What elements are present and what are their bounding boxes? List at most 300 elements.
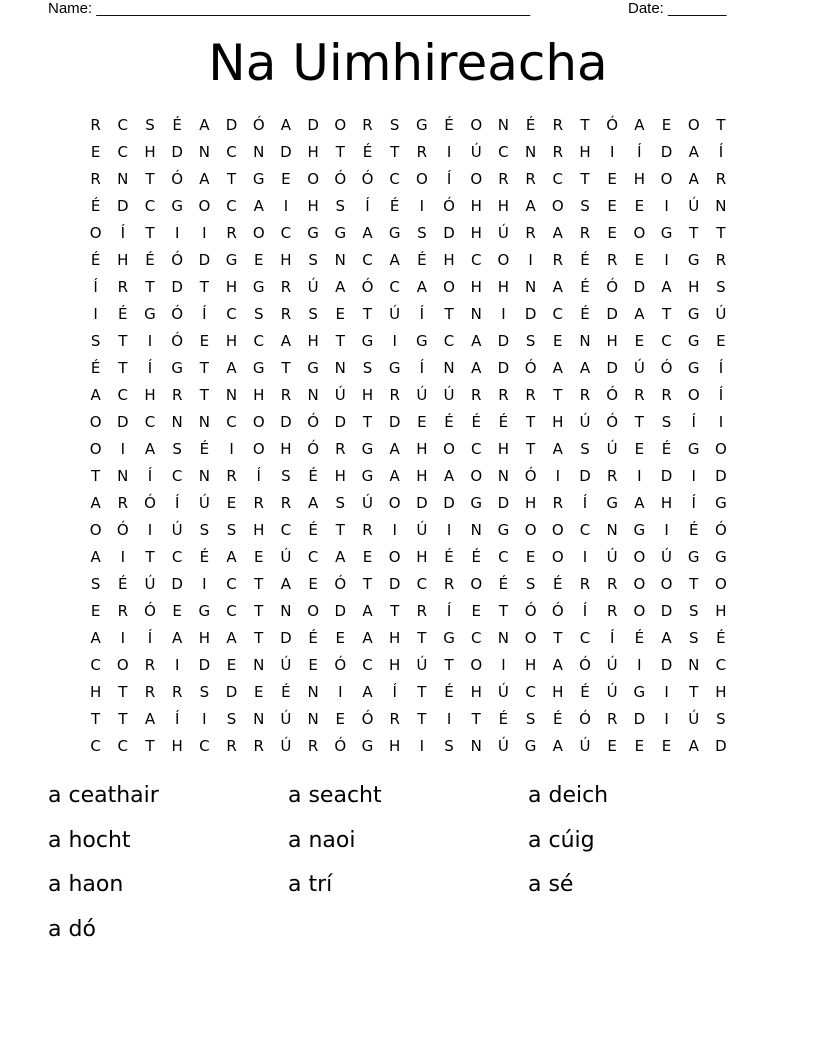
grid-letter[interactable]: O — [307, 170, 319, 188]
grid-letter[interactable]: D — [579, 467, 591, 485]
grid-letter[interactable]: Ú — [579, 737, 591, 755]
grid-letter[interactable]: T — [498, 602, 508, 620]
grid-letter[interactable]: É — [471, 548, 481, 566]
grid-letter[interactable]: Ó — [579, 710, 591, 728]
grid-letter[interactable]: H — [470, 224, 482, 242]
grid-letter[interactable]: R — [525, 170, 536, 188]
grid-letter[interactable]: S — [688, 602, 699, 620]
grid-letter[interactable]: É — [90, 359, 101, 377]
grid-letter[interactable]: T — [526, 413, 536, 431]
grid-letter[interactable]: S — [308, 305, 318, 323]
grid-letter[interactable]: Ú — [334, 386, 346, 404]
grid-letter[interactable]: É — [118, 305, 128, 323]
grid-letter[interactable]: S — [716, 278, 726, 296]
grid-letter[interactable]: Ú — [280, 737, 292, 755]
grid-letter[interactable]: Ú — [661, 548, 673, 566]
grid-letter[interactable]: R — [634, 386, 645, 404]
grid-letter[interactable]: É — [308, 629, 318, 647]
grid-letter[interactable]: Ó — [606, 386, 619, 404]
grid-letter[interactable]: R — [280, 305, 292, 323]
grid-letter[interactable]: H — [307, 332, 319, 350]
grid-letter[interactable]: O — [470, 170, 483, 188]
grid-letter[interactable]: O — [116, 656, 129, 674]
grid-letter[interactable]: Í — [691, 413, 696, 431]
grid-letter[interactable]: C — [498, 143, 509, 161]
grid-letter[interactable]: N — [497, 116, 510, 134]
grid-letter[interactable]: Ó — [171, 251, 184, 269]
grid-letter[interactable]: Í — [365, 197, 370, 215]
grid-letter[interactable]: T — [91, 467, 101, 485]
grid-letter[interactable]: C — [226, 143, 237, 161]
grid-letter[interactable]: O — [252, 224, 265, 242]
grid-letter[interactable]: R — [389, 386, 400, 404]
grid-letter[interactable]: H — [416, 548, 428, 566]
grid-letter[interactable]: O — [551, 197, 564, 215]
grid-letter[interactable]: R — [335, 440, 346, 458]
grid-letter[interactable]: G — [687, 332, 700, 350]
grid-letter[interactable]: A — [226, 548, 237, 566]
grid-letter[interactable]: Ú — [606, 440, 618, 458]
grid-letter[interactable]: C — [362, 251, 373, 269]
grid-letter[interactable]: R — [362, 521, 373, 539]
grid-letter[interactable]: H — [688, 278, 700, 296]
grid-letter[interactable]: N — [253, 710, 265, 728]
grid-letter[interactable]: I — [637, 656, 642, 674]
grid-letter[interactable]: C — [470, 629, 482, 647]
grid-letter[interactable]: T — [689, 575, 699, 593]
grid-letter[interactable]: D — [633, 278, 646, 296]
grid-letter[interactable]: A — [280, 116, 292, 134]
grid-letter[interactable]: A — [90, 386, 101, 404]
grid-letter[interactable]: A — [634, 305, 645, 323]
grid-letter[interactable]: R — [606, 710, 618, 728]
grid-letter[interactable]: Ú — [688, 710, 700, 728]
grid-letter[interactable]: I — [338, 683, 343, 701]
grid-letter[interactable]: Ó — [715, 521, 727, 539]
grid-letter[interactable]: S — [389, 116, 400, 134]
grid-letter[interactable]: É — [498, 413, 509, 431]
grid-letter[interactable]: D — [715, 467, 727, 485]
grid-letter[interactable]: C — [362, 656, 373, 674]
grid-letter[interactable]: T — [444, 656, 454, 674]
grid-letter[interactable]: A — [362, 602, 373, 620]
grid-letter[interactable]: T — [553, 629, 563, 647]
grid-letter[interactable]: A — [634, 116, 645, 134]
grid-letter[interactable]: É — [580, 683, 590, 701]
grid-letter[interactable]: T — [199, 386, 209, 404]
grid-letter[interactable]: O — [524, 629, 537, 647]
grid-letter[interactable]: C — [226, 197, 237, 215]
grid-letter[interactable]: O — [633, 602, 646, 620]
grid-letter[interactable]: N — [334, 359, 346, 377]
grid-letter[interactable]: I — [446, 143, 452, 161]
grid-letter[interactable]: O — [551, 548, 564, 566]
grid-letter[interactable]: Ó — [334, 737, 347, 755]
grid-letter[interactable]: G — [497, 521, 510, 539]
grid-letter[interactable]: S — [525, 710, 536, 728]
grid-letter[interactable]: G — [715, 548, 727, 566]
grid-letter[interactable]: I — [202, 575, 207, 593]
grid-letter[interactable]: R — [606, 602, 618, 620]
grid-letter[interactable]: H — [361, 386, 374, 404]
grid-letter[interactable]: A — [634, 494, 645, 512]
grid-letter[interactable]: E — [634, 197, 645, 215]
grid-letter[interactable]: E — [226, 494, 237, 512]
grid-letter[interactable]: D — [307, 116, 319, 134]
grid-letter[interactable]: N — [117, 170, 129, 188]
grid-letter[interactable]: Í — [392, 683, 397, 701]
grid-letter[interactable]: G — [660, 224, 673, 242]
grid-letter[interactable]: C — [171, 467, 183, 485]
grid-letter[interactable]: I — [147, 332, 153, 350]
grid-letter[interactable]: G — [715, 494, 727, 512]
grid-letter[interactable]: S — [90, 575, 101, 593]
grid-letter[interactable]: Í — [147, 629, 153, 647]
grid-letter[interactable]: H — [470, 197, 482, 215]
grid-letter[interactable]: N — [524, 278, 537, 296]
grid-letter[interactable]: Í — [718, 359, 724, 377]
grid-letter[interactable]: Ú — [606, 548, 618, 566]
grid-letter[interactable]: C — [280, 224, 292, 242]
grid-letter[interactable]: D — [280, 413, 292, 431]
grid-letter[interactable]: O — [198, 197, 211, 215]
grid-letter[interactable]: S — [145, 116, 155, 134]
grid-letter[interactable]: E — [634, 737, 645, 755]
grid-letter[interactable]: E — [362, 548, 373, 566]
grid-letter[interactable]: G — [171, 359, 183, 377]
grid-letter[interactable]: A — [389, 467, 400, 485]
grid-letter[interactable]: Ú — [579, 413, 591, 431]
grid-letter[interactable]: O — [660, 170, 673, 188]
grid-letter[interactable]: N — [253, 656, 265, 674]
grid-letter[interactable]: C — [579, 629, 591, 647]
grid-letter[interactable]: E — [308, 656, 318, 674]
grid-letter[interactable]: Ó — [361, 710, 374, 728]
grid-letter[interactable]: Ó — [334, 656, 347, 674]
grid-letter[interactable]: T — [91, 710, 101, 728]
grid-letter[interactable]: E — [253, 548, 264, 566]
grid-letter[interactable]: H — [89, 683, 102, 701]
grid-letter[interactable]: R — [498, 386, 509, 404]
grid-letter[interactable]: D — [660, 656, 673, 674]
grid-letter[interactable]: G — [633, 521, 646, 539]
grid-letter[interactable]: T — [580, 116, 590, 134]
grid-letter[interactable]: O — [89, 224, 102, 242]
grid-letter[interactable]: Ú — [307, 278, 319, 296]
grid-letter[interactable]: E — [553, 332, 563, 350]
grid-letter[interactable]: E — [253, 251, 264, 269]
grid-letter[interactable]: T — [390, 143, 400, 161]
grid-letter[interactable]: T — [281, 359, 291, 377]
grid-letter[interactable]: G — [388, 359, 401, 377]
grid-letter[interactable]: A — [253, 197, 264, 215]
grid-letter[interactable]: D — [715, 737, 727, 755]
grid-letter[interactable]: A — [552, 440, 563, 458]
grid-letter[interactable]: Ú — [470, 143, 482, 161]
grid-letter[interactable]: É — [308, 521, 318, 539]
grid-letter[interactable]: É — [90, 197, 101, 215]
grid-letter[interactable]: I — [120, 629, 125, 647]
grid-letter[interactable]: A — [552, 359, 563, 377]
grid-letter[interactable]: D — [416, 494, 428, 512]
grid-letter[interactable]: T — [362, 413, 373, 431]
grid-letter[interactable]: A — [688, 143, 699, 161]
grid-letter[interactable]: É — [444, 548, 454, 566]
grid-letter[interactable]: É — [525, 116, 536, 134]
grid-letter[interactable]: O — [470, 575, 483, 593]
grid-letter[interactable]: C — [226, 305, 237, 323]
grid-letter[interactable]: N — [715, 197, 727, 215]
grid-letter[interactable]: Ó — [361, 170, 374, 188]
grid-letter[interactable]: R — [525, 224, 536, 242]
grid-letter[interactable]: A — [389, 440, 400, 458]
grid-letter[interactable]: I — [283, 197, 289, 215]
grid-letter[interactable]: G — [361, 440, 374, 458]
grid-letter[interactable]: É — [553, 710, 563, 728]
grid-letter[interactable]: S — [199, 683, 210, 701]
grid-letter[interactable]: C — [144, 197, 156, 215]
grid-letter[interactable]: S — [580, 197, 590, 215]
grid-letter[interactable]: T — [335, 143, 345, 161]
grid-letter[interactable]: É — [199, 440, 210, 458]
grid-letter[interactable]: N — [280, 602, 292, 620]
grid-letter[interactable]: H — [253, 521, 265, 539]
grid-letter[interactable]: Í — [120, 224, 125, 242]
grid-letter[interactable]: E — [90, 602, 101, 620]
grid-letter[interactable]: A — [199, 116, 210, 134]
grid-letter[interactable]: O — [334, 116, 347, 134]
grid-letter[interactable]: G — [687, 251, 700, 269]
grid-letter[interactable]: A — [307, 494, 319, 512]
grid-letter[interactable]: E — [335, 710, 346, 728]
grid-letter[interactable]: Í — [93, 278, 98, 296]
grid-letter[interactable]: I — [93, 305, 98, 323]
grid-letter[interactable]: C — [226, 602, 237, 620]
grid-letter[interactable]: Ó — [660, 359, 673, 377]
grid-letter[interactable]: G — [606, 494, 618, 512]
grid-letter[interactable]: Ó — [171, 170, 184, 188]
grid-letter[interactable]: D — [334, 602, 347, 620]
grid-letter[interactable]: O — [715, 440, 727, 458]
grid-letter[interactable]: Í — [419, 305, 425, 323]
grid-letter[interactable]: O — [443, 440, 455, 458]
grid-letter[interactable]: I — [664, 710, 669, 728]
grid-letter[interactable]: N — [307, 710, 319, 728]
grid-letter[interactable]: I — [718, 413, 724, 431]
grid-letter[interactable]: G — [252, 359, 265, 377]
grid-letter[interactable]: D — [497, 332, 510, 350]
grid-letter[interactable]: Ú — [497, 683, 509, 701]
grid-letter[interactable]: A — [335, 278, 346, 296]
grid-letter[interactable]: R — [144, 683, 156, 701]
grid-letter[interactable]: Í — [256, 467, 261, 485]
grid-letter[interactable]: R — [171, 386, 183, 404]
grid-letter[interactable]: A — [661, 629, 672, 647]
grid-letter[interactable]: Ú — [416, 386, 428, 404]
grid-letter[interactable]: G — [144, 305, 156, 323]
grid-letter[interactable]: R — [226, 737, 237, 755]
grid-letter[interactable]: G — [252, 170, 265, 188]
grid-letter[interactable]: S — [335, 197, 346, 215]
grid-letter[interactable]: Ó — [361, 278, 374, 296]
grid-letter[interactable]: T — [145, 224, 155, 242]
grid-letter[interactable]: H — [416, 467, 428, 485]
grid-letter[interactable]: S — [253, 305, 264, 323]
grid-letter[interactable]: T — [199, 278, 209, 296]
grid-letter[interactable]: Ó — [334, 575, 347, 593]
grid-letter[interactable]: T — [145, 548, 155, 566]
grid-letter[interactable]: R — [416, 602, 428, 620]
grid-letter[interactable]: A — [335, 548, 346, 566]
grid-letter[interactable]: S — [525, 332, 536, 350]
grid-letter[interactable]: E — [199, 332, 210, 350]
grid-letter[interactable]: É — [281, 683, 291, 701]
grid-letter[interactable]: G — [198, 602, 211, 620]
grid-letter[interactable]: I — [202, 710, 207, 728]
grid-letter[interactable]: N — [225, 386, 238, 404]
grid-letter[interactable]: H — [280, 440, 292, 458]
grid-letter[interactable]: Ó — [524, 602, 537, 620]
grid-letter[interactable]: O — [633, 548, 646, 566]
grid-letter[interactable]: H — [633, 170, 645, 188]
grid-letter[interactable]: R — [525, 386, 536, 404]
grid-letter[interactable]: G — [361, 467, 374, 485]
grid-letter[interactable]: E — [335, 305, 346, 323]
grid-letter[interactable]: N — [307, 683, 319, 701]
grid-letter[interactable]: T — [118, 683, 128, 701]
grid-letter[interactable]: T — [716, 116, 726, 134]
grid-letter[interactable]: D — [524, 305, 537, 323]
grid-letter[interactable]: H — [660, 494, 673, 512]
grid-letter[interactable]: C — [226, 413, 237, 431]
grid-letter[interactable]: H — [389, 656, 401, 674]
grid-letter[interactable]: G — [524, 737, 537, 755]
grid-letter[interactable]: A — [552, 737, 563, 755]
grid-letter[interactable]: T — [145, 170, 155, 188]
grid-letter[interactable]: E — [226, 656, 237, 674]
grid-letter[interactable]: A — [688, 170, 699, 188]
grid-letter[interactable]: R — [226, 224, 237, 242]
grid-letter[interactable]: Í — [446, 602, 452, 620]
grid-letter[interactable]: H — [579, 143, 591, 161]
grid-letter[interactable]: O — [633, 575, 646, 593]
grid-letter[interactable]: C — [144, 413, 156, 431]
grid-letter[interactable]: G — [470, 494, 483, 512]
grid-letter[interactable]: R — [117, 278, 128, 296]
grid-letter[interactable]: I — [446, 521, 452, 539]
grid-letter[interactable]: A — [471, 332, 482, 350]
grid-letter[interactable]: C — [715, 656, 727, 674]
grid-letter[interactable]: E — [634, 440, 645, 458]
grid-letter[interactable]: O — [443, 278, 455, 296]
grid-letter[interactable]: N — [307, 386, 319, 404]
grid-letter[interactable]: D — [225, 116, 238, 134]
grid-letter[interactable]: Í — [202, 305, 207, 323]
grid-letter[interactable]: C — [90, 737, 101, 755]
grid-letter[interactable]: Ó — [606, 413, 619, 431]
grid-letter[interactable]: D — [171, 143, 183, 161]
grid-letter[interactable]: D — [388, 413, 401, 431]
grid-letter[interactable]: T — [335, 521, 345, 539]
grid-letter[interactable]: I — [392, 332, 397, 350]
grid-letter[interactable]: A — [226, 629, 237, 647]
grid-letter[interactable]: O — [89, 413, 102, 431]
grid-letter[interactable]: Ó — [307, 413, 319, 431]
grid-letter[interactable]: G — [633, 683, 646, 701]
grid-letter[interactable]: D — [117, 197, 129, 215]
grid-letter[interactable]: É — [716, 629, 726, 647]
grid-letter[interactable]: D — [171, 278, 183, 296]
grid-letter[interactable]: T — [362, 575, 373, 593]
grid-letter[interactable]: Ú — [198, 494, 210, 512]
grid-letter[interactable]: G — [687, 548, 700, 566]
grid-letter[interactable]: A — [90, 629, 101, 647]
grid-letter[interactable]: É — [199, 548, 210, 566]
grid-letter[interactable]: D — [117, 413, 129, 431]
grid-letter[interactable]: D — [198, 251, 211, 269]
grid-letter[interactable]: Í — [446, 170, 452, 188]
grid-letter[interactable]: I — [664, 197, 669, 215]
grid-letter[interactable]: A — [579, 359, 591, 377]
grid-letter[interactable]: T — [254, 602, 264, 620]
grid-letter[interactable]: A — [443, 467, 455, 485]
grid-letter[interactable]: R — [579, 386, 591, 404]
grid-letter[interactable]: É — [444, 413, 454, 431]
grid-letter[interactable]: I — [446, 710, 452, 728]
grid-letter[interactable]: H — [198, 629, 210, 647]
grid-letter[interactable]: E — [661, 737, 672, 755]
grid-letter[interactable]: D — [334, 413, 347, 431]
grid-letter[interactable]: I — [392, 521, 397, 539]
grid-letter[interactable]: Í — [174, 494, 180, 512]
grid-letter[interactable]: Ú — [144, 575, 156, 593]
grid-letter[interactable]: O — [633, 224, 646, 242]
grid-letter[interactable]: R — [715, 251, 727, 269]
grid-letter[interactable]: T — [580, 170, 590, 188]
grid-letter[interactable]: I — [528, 251, 533, 269]
grid-letter[interactable]: Ú — [280, 656, 292, 674]
grid-letter[interactable]: S — [308, 251, 318, 269]
grid-letter[interactable]: C — [117, 143, 129, 161]
grid-letter[interactable]: R — [552, 143, 563, 161]
grid-letter[interactable]: R — [416, 143, 428, 161]
grid-letter[interactable]: T — [661, 305, 672, 323]
grid-letter[interactable]: I — [664, 251, 669, 269]
grid-letter[interactable]: A — [90, 494, 101, 512]
grid-letter[interactable]: É — [471, 413, 481, 431]
grid-letter[interactable]: G — [687, 440, 700, 458]
grid-letter[interactable]: T — [145, 737, 155, 755]
grid-letter[interactable]: I — [202, 224, 207, 242]
grid-letter[interactable]: C — [389, 170, 400, 188]
grid-letter[interactable]: T — [390, 602, 400, 620]
grid-letter[interactable]: T — [254, 629, 264, 647]
grid-letter[interactable]: G — [361, 737, 374, 755]
grid-letter[interactable]: H — [552, 413, 564, 431]
grid-letter[interactable]: É — [90, 251, 101, 269]
grid-letter[interactable]: C — [280, 521, 292, 539]
grid-letter[interactable]: H — [280, 251, 292, 269]
grid-letter[interactable]: A — [172, 629, 183, 647]
grid-letter[interactable]: R — [117, 494, 128, 512]
grid-letter[interactable]: S — [172, 440, 182, 458]
grid-letter[interactable]: C — [90, 656, 101, 674]
grid-letter[interactable]: A — [525, 197, 536, 215]
grid-letter[interactable]: N — [688, 656, 700, 674]
grid-letter[interactable]: C — [117, 737, 129, 755]
grid-letter[interactable]: Ú — [606, 683, 618, 701]
grid-letter[interactable]: D — [388, 575, 401, 593]
